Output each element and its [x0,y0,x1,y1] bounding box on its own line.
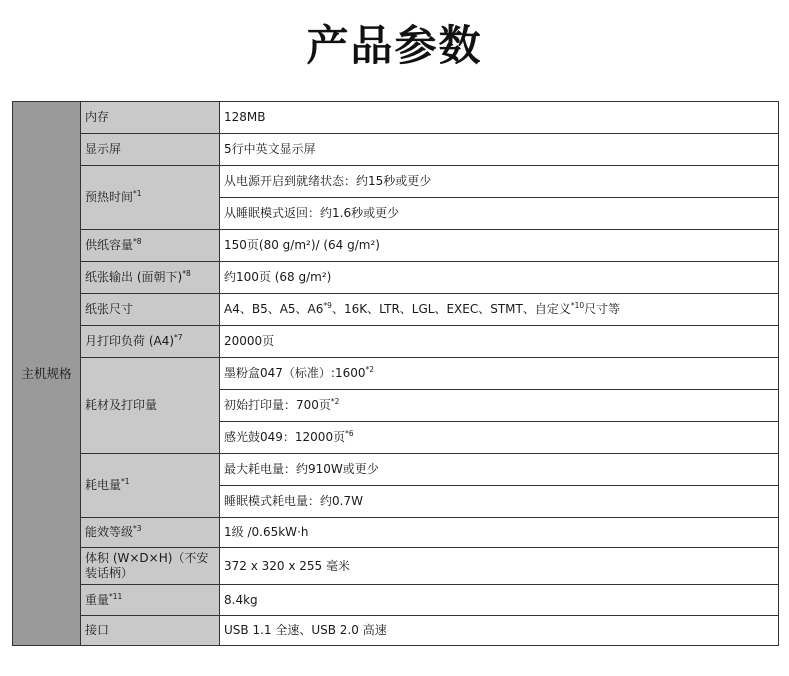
row-label-consumables: 耗材及打印量 [81,358,220,454]
page-title: 产品参数 [306,21,483,70]
row-label-paper-output: 纸张输出 (面朝下)$^{*8}$ [81,262,220,294]
row-value-weight: 8.4kg [220,585,779,616]
spec-table [12,101,779,646]
row-value-power-sleep: 睡眠模式耗电量：约0.7W [220,486,779,518]
table-row [13,102,779,134]
row-label-paper-size: 纸张尺寸 [81,294,220,326]
row-value-display: 5行中英文显示屏 [220,134,779,166]
row-value-interface: USB 1.1 全速、USB 2.0 高速 [220,616,779,646]
row-label-memory: 内存 [81,102,220,134]
row-value-toner: 墨粉盒047（标准）:1600$^{*2}$ [220,358,779,390]
row-value-warmup-2: 从睡眠模式返回：约1.6秒或更少 [220,198,779,230]
table-row [13,262,779,294]
table-row [13,585,779,616]
table-row [13,166,779,198]
row-value-paper-capacity: 150页(80 g/m²)/ (64 g/m²) [220,230,779,262]
row-label-power: 耗电量$^{*1}$ [81,454,220,518]
row-label-efficiency: 能效等级$^{*3}$ [81,518,220,548]
row-label-dimensions: 体积 (W×D×H)（不安装话柄） [81,548,220,585]
row-label-weight: 重量$^{*11}$ [81,585,220,616]
category-label: 主机规格 [13,102,81,646]
row-label-interface: 接口 [81,616,220,646]
table-row [13,616,779,646]
row-value-memory: 128MB [220,102,779,134]
table-row [13,358,779,390]
row-value-paper-output: 约100页 (68 g/m²) [220,262,779,294]
row-value-initial-yield: 初始打印量：700页$^{*2}$ [220,390,779,422]
row-value-paper-size: A4、B5、A5、A6$^{*9}$、16K、LTR、LGL、EXEC、STMT、自定义$^{*10}$尺寸等 [220,294,779,326]
row-value-duty: 20000页 [220,326,779,358]
table-row [13,454,779,486]
row-label-duty: 月打印负荷 $(A4)^{*7}$ [81,326,220,358]
row-label-warmup: 预热时间$^{*1}$ [81,166,220,230]
row-label-paper-capacity: 供纸容量$^{*8}$ [81,230,220,262]
row-value-warmup-1: 从电源开启到就绪状态：约15秒或更少 [220,166,779,198]
table-row [13,294,779,326]
table-row [13,548,779,585]
row-label-display: 显示屏 [81,134,220,166]
row-value-efficiency: 1级 /0.65kW·h [220,518,779,548]
row-value-drum: 感光鼓049：12000页$^{*6}$ [220,422,779,454]
table-row [13,134,779,166]
row-value-dimensions: 372 x 320 x 255 毫米 [220,548,779,585]
table-row [13,518,779,548]
table-row [13,326,779,358]
row-value-power-max: 最大耗电量：约910W或更少 [220,454,779,486]
table-row [13,230,779,262]
